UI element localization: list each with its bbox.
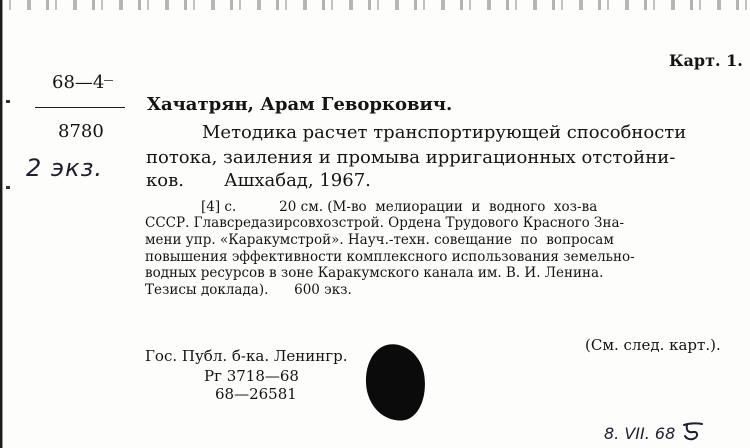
checkmark-scribble-icon [680, 421, 706, 443]
title-line: Методика расчет транспортирующей способности [202, 122, 687, 143]
title-line: потока, заиления и промыва ирригационных отстойни- [146, 147, 676, 168]
pencil-tick [104, 80, 113, 81]
description-line: СССР. Главсредазирсовхозстрой. Ордена Трудового Красного Зна- [145, 215, 625, 231]
library-stamp-line: Рг 3718—68 [204, 367, 299, 385]
card-number: Карт. 1. [669, 51, 743, 70]
card-left-edge [0, 0, 6, 448]
shelf-mark-bottom: 8780 [58, 121, 104, 142]
date-text: 8. VII. 68 [604, 424, 676, 443]
see-next-card-note: (См. след. карт.). [585, 336, 721, 354]
copies-note: 2 экз. [26, 154, 103, 182]
description-line: водных ресурсов в зоне Каракумского канала им. В. И. Ленина. [145, 265, 604, 281]
description-line: Тезисы доклада). 600 экз. [145, 282, 352, 298]
edge-mark [6, 100, 10, 103]
description-line: [4] с. 20 см. (М-во мелиорации и водного хоз-ва [201, 199, 598, 215]
title-line: ков. Ашхабад, 1967. [146, 170, 371, 191]
description-line: повышения эффективности комплексного использования земельно- [145, 249, 635, 265]
scan-noise [0, 0, 750, 10]
edge-mark [6, 186, 10, 189]
shelf-mark-divider [35, 107, 125, 108]
ink-blot-stamp [361, 340, 430, 424]
library-stamp-line: Гос. Публ. б-ка. Ленингр. [145, 347, 348, 365]
author-heading: Хачатрян, Арам Геворкович. [147, 94, 453, 115]
library-stamp-line: 68—26581 [215, 385, 297, 403]
description-line: мени упр. «Каракумстрой». Науч.-техн. совещание по вопросам [145, 232, 614, 248]
shelf-mark-top: 68—4 [52, 72, 105, 93]
handwritten-date [604, 421, 706, 443]
